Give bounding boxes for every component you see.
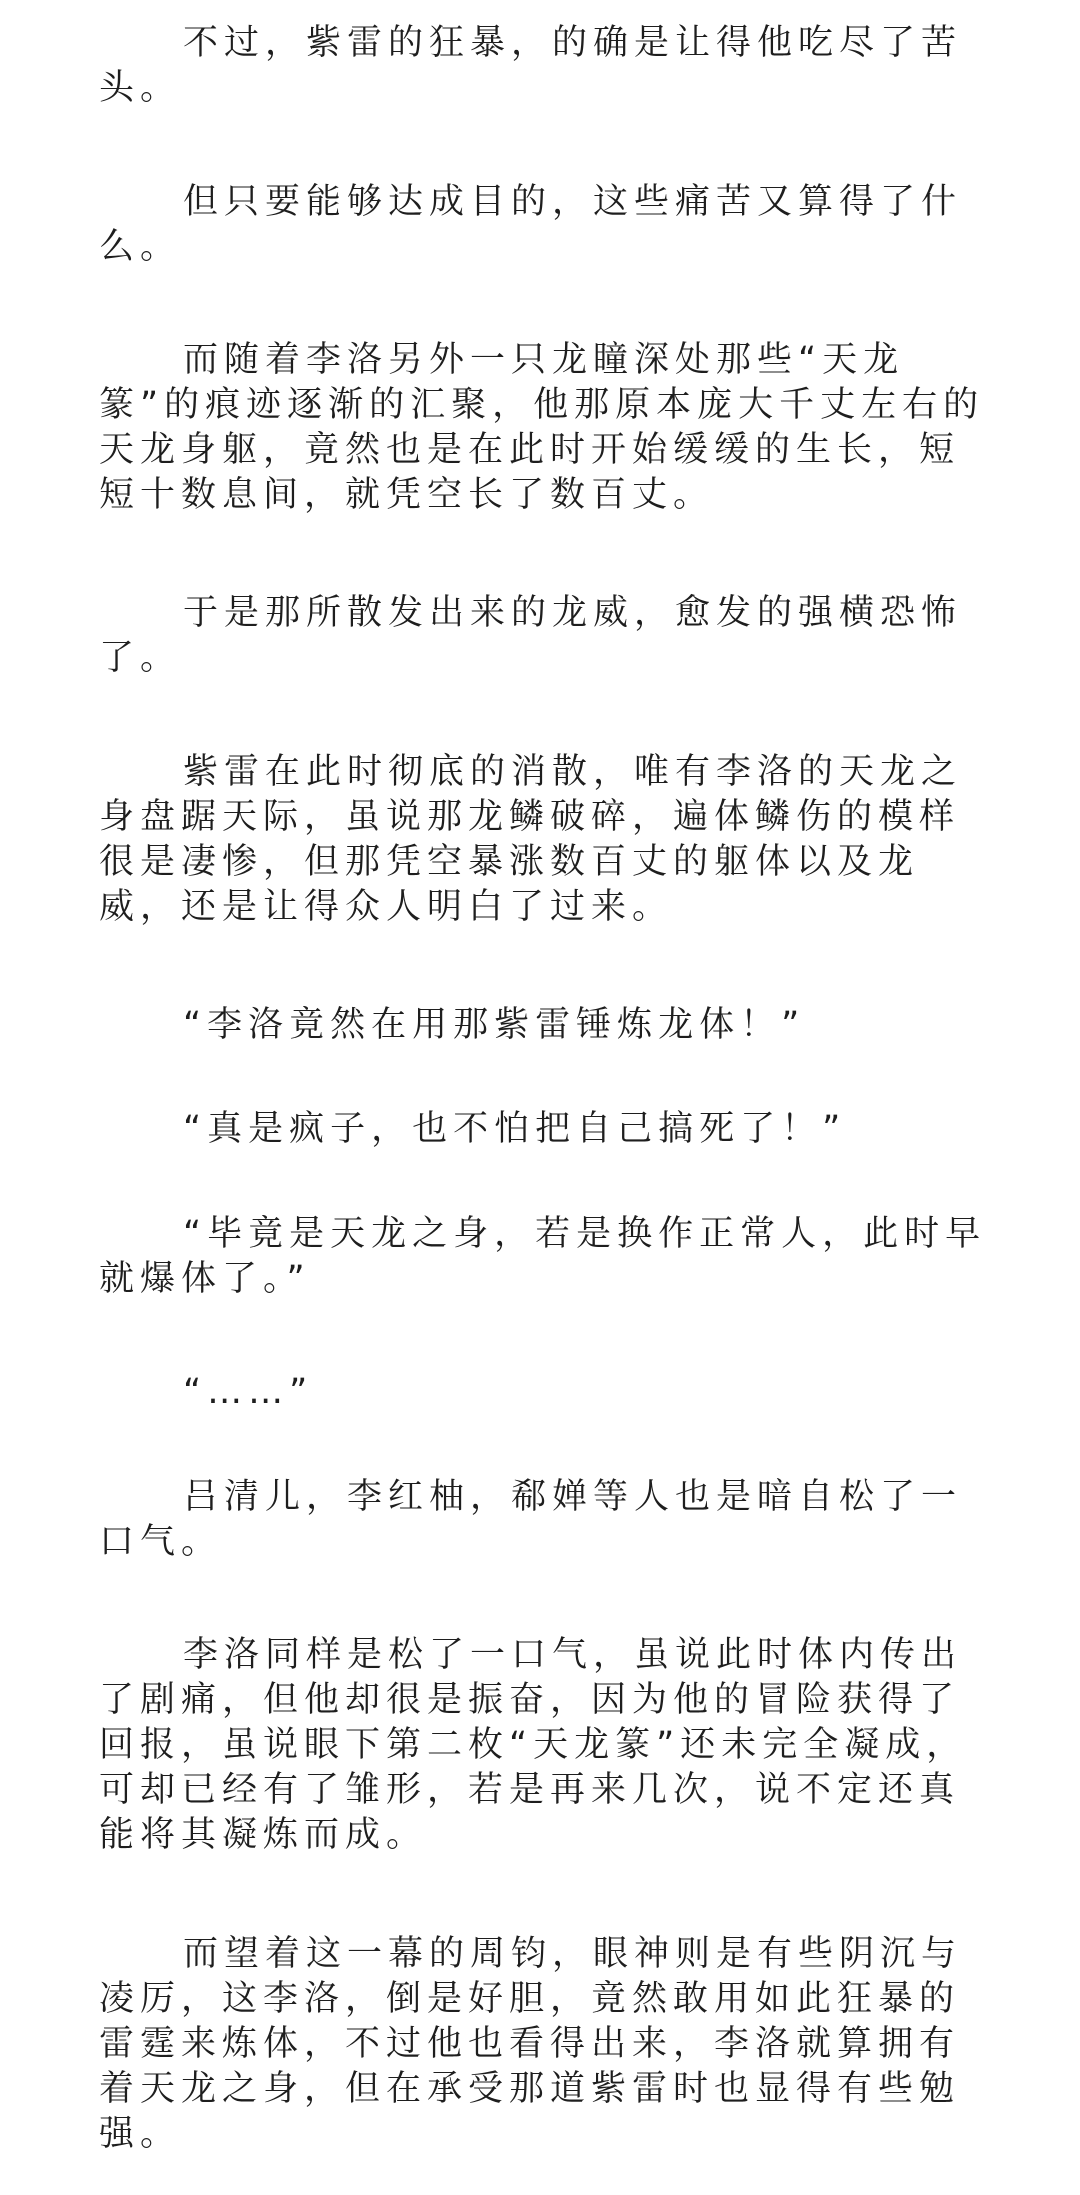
paragraph: 紫雷在此时彻底的消散，唯有李洛的天龙之身盘踞天际，虽说那龙鳞破碎，遍体鳞伤的模样很是凄惨，但那凭空暴涨数百丈的躯体以及龙威，还是让得众人明白了过来。 (99, 752, 963, 927)
paragraph: 吕清儿，李红柚，郗婵等人也是暗自松了一口气。 (99, 1477, 963, 1562)
paragraph: 不过，紫雷的狂暴，的确是让得他吃尽了苦头。 (99, 23, 963, 108)
paragraph: 而随着李洛另外一只龙瞳深处那些“天龙篆”的痕迹逐渐的汇聚，他那原本庞大千丈左右的天龙身躯，竟然也是在此时开始缓缓的生长，短短十数息间，就凭空长了数百丈。 (99, 340, 985, 515)
paragraph: 但只要能够达成目的，这些痛苦又算得了什么。 (99, 182, 963, 267)
dialogue-line: “毕竟是天龙之身，若是换作正常人，此时早就爆体了。” (99, 1214, 987, 1299)
paragraph: 李洛同样是松了一口气，虽说此时体内传出了剧痛，但他却很是振奋，因为他的冒险获得了回报，虽说眼下第二枚“天龙篆”还未完全凝成，可却已经有了雏形，若是再来几次，说不定还真能将其凝炼而成。 (99, 1635, 968, 1855)
paragraph: 而望着这一幕的周钧，眼神则是有些阴沉与凌厉，这李洛，倒是好胆，竟然敢用如此狂暴的雷霆来炼体，不过他也看得出来，李洛就算拥有着天龙之身，但在承受那道紫雷时也显得有些勉强。 (99, 1934, 963, 2154)
paragraph: 于是那所散发出来的龙威，愈发的强横恐怖了。 (99, 593, 963, 678)
dialogue-line: “李洛竟然在用那紫雷锤炼龙体！” (183, 1005, 806, 1045)
dialogue-line: “真是疯子，也不怕把自己搞死了！” (183, 1109, 847, 1149)
dialogue-line: “……” (183, 1372, 314, 1412)
